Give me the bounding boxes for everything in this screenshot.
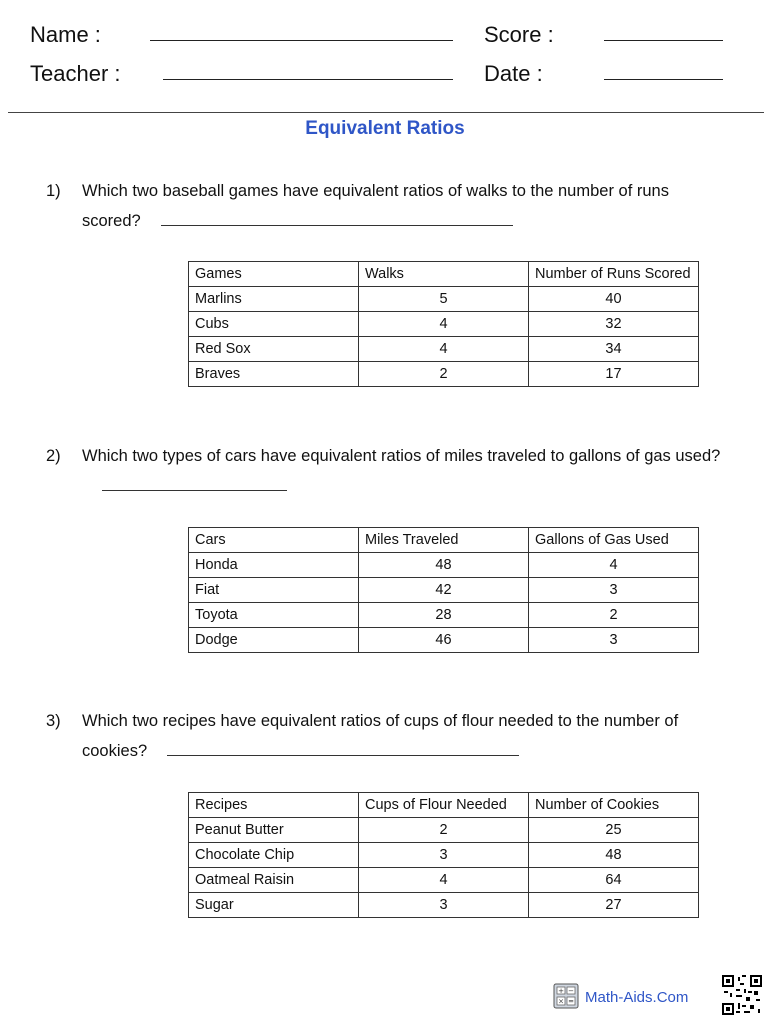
question-text [82,441,732,501]
column-header: Number of Cookies [529,793,699,818]
table-cell: 2 [359,362,529,387]
table-cell: Sugar [189,893,359,918]
table-cell: Oatmeal Raisin [189,868,359,893]
question-1-text: Which two baseball games have equivalent ratios of walks to the number of runs scored? [82,182,669,230]
table-row [189,362,699,387]
table-cell: 4 [359,337,529,362]
table-row [189,312,699,337]
brand-link[interactable]: Math-Aids.Com [585,989,689,1006]
table-cell: 4 [359,868,529,893]
calculator-icon [553,983,579,1014]
table-cell: Cubs [189,312,359,337]
table-cell: 5 [359,287,529,312]
question-3-text: Which two recipes have equivalent ratios of cups of flour needed to the number of cookies? [82,712,679,760]
question-number: 2) [46,447,61,465]
table-cell: 34 [529,337,699,362]
name-label: Name : [30,22,101,47]
score-label: Score : [484,22,554,47]
svg-text:−: − [568,987,574,995]
question-2-text: Which two types of cars have equivalent ratios of miles traveled to gallons of gas used? [82,447,721,465]
answer-line[interactable] [161,211,513,226]
teacher-line[interactable] [163,79,453,80]
table-cell: 3 [529,578,699,603]
table-row [189,287,699,312]
table-cell: Fiat [189,578,359,603]
table-row [189,578,699,603]
table-row [189,337,699,362]
table-cell: 2 [359,818,529,843]
table-cell: Red Sox [189,337,359,362]
table-cell: 40 [529,287,699,312]
table-cell: 32 [529,312,699,337]
table-cell: Honda [189,553,359,578]
table-cell: 3 [529,628,699,653]
table-row [189,893,699,918]
table-header-row [189,262,699,287]
question-text [82,706,732,766]
qr-code-icon [722,975,762,1015]
teacher-label: Teacher : [30,61,121,86]
table-cell: 46 [359,628,529,653]
table-cell: Chocolate Chip [189,843,359,868]
table-cell: Dodge [189,628,359,653]
table-cell: 25 [529,818,699,843]
table-cell: 3 [359,893,529,918]
name-line[interactable] [150,40,453,41]
svg-text:=: = [568,997,574,1006]
table-cell: 48 [529,843,699,868]
score-line[interactable] [604,40,723,41]
table-cell: Marlins [189,287,359,312]
date-line[interactable] [604,79,723,80]
question-text [82,176,732,236]
answer-line[interactable] [102,476,287,491]
svg-text:+: + [558,987,564,995]
table-cell: 2 [529,603,699,628]
column-header: Miles Traveled [359,528,529,553]
data-table [188,792,699,918]
column-header: Walks [359,262,529,287]
table-cell: 28 [359,603,529,628]
column-header: Cars [189,528,359,553]
table-row [189,868,699,893]
table-cell: 4 [529,553,699,578]
date-label: Date : [484,61,543,86]
table-row [189,553,699,578]
table-row [189,603,699,628]
data-table [188,527,699,653]
table-cell: 27 [529,893,699,918]
table-cell: 48 [359,553,529,578]
table-row [189,818,699,843]
table-cell: 64 [529,868,699,893]
table-cell: 42 [359,578,529,603]
answer-line[interactable] [167,741,519,756]
column-header: Cups of Flour Needed [359,793,529,818]
table-cell: Peanut Butter [189,818,359,843]
table-cell: Toyota [189,603,359,628]
column-header: Gallons of Gas Used [529,528,699,553]
worksheet-title: Equivalent Ratios [305,118,465,139]
table-cell: 3 [359,843,529,868]
table-row [189,843,699,868]
column-header: Recipes [189,793,359,818]
data-table [188,261,699,387]
column-header: Games [189,262,359,287]
table-row [189,628,699,653]
svg-text:×: × [558,997,564,1006]
column-header: Number of Runs Scored [529,262,699,287]
table-cell: Braves [189,362,359,387]
table-cell: 4 [359,312,529,337]
table-header-row [189,528,699,553]
table-cell: 17 [529,362,699,387]
question-number: 1) [46,182,61,200]
header-divider [8,112,764,113]
table-header-row [189,793,699,818]
question-number: 3) [46,712,61,730]
